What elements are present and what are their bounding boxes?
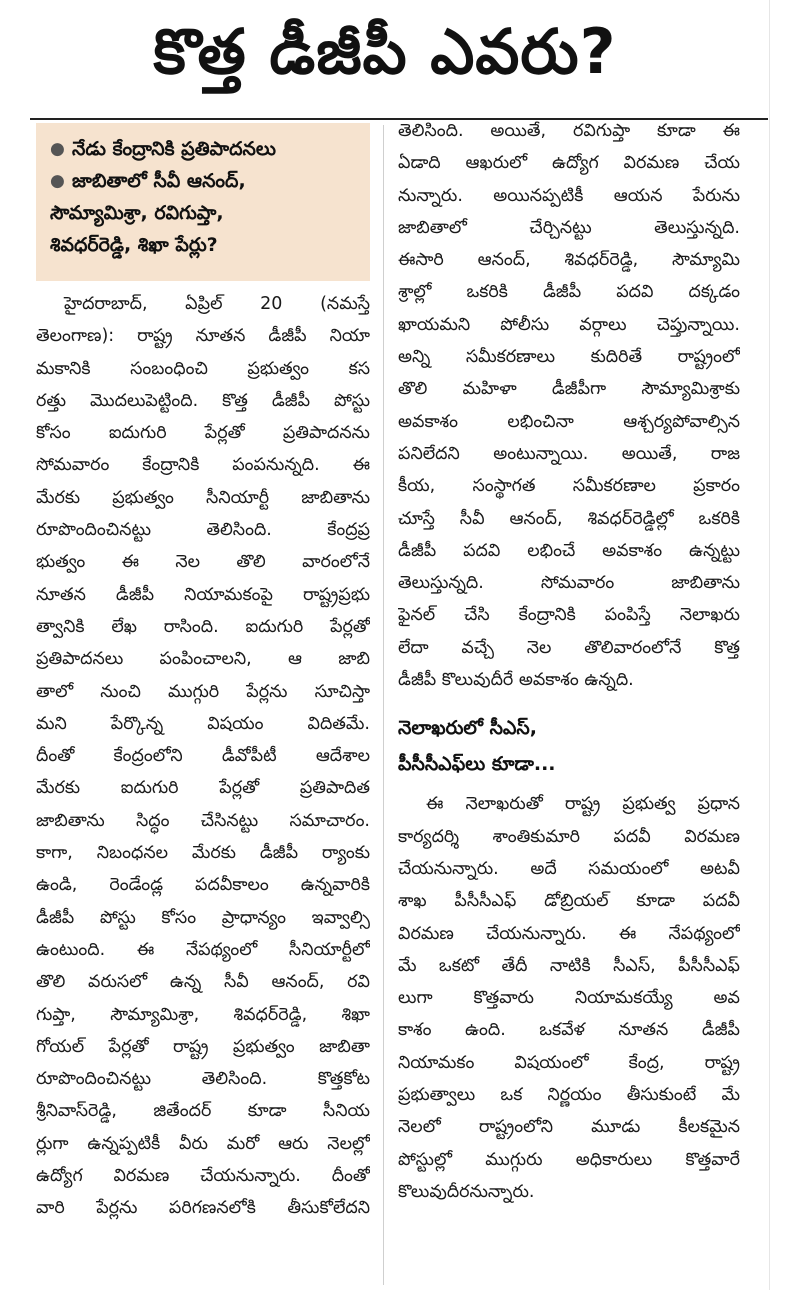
subheading-line: నెలాఖరులో సీఎస్, — [398, 717, 537, 740]
text-line: రూపొందించినట్టు తెలిసింది. కేంద్రప్ర — [36, 520, 370, 541]
text-line: డీజీపీ పదవి లభించే అవకాశం ఉన్నట్టు — [398, 540, 740, 561]
text-line: ఖాయమని పోలీసు వర్గాలు చెప్తున్నాయి. — [398, 314, 740, 335]
highlight-text: సౌమ్యామిశ్రా, రవిగుప్తా, — [50, 202, 224, 224]
text-line: డీజీపీ కొలువుదీరే అవకాశం ఉన్నది. — [398, 670, 634, 691]
text-line: మని పేర్కొన్న విషయం విదితమే. — [36, 713, 370, 734]
text-line: తెలుస్తున్నది. సోమవారం జాబితాను — [398, 573, 740, 594]
highlight-item-continued — [50, 229, 360, 261]
headline: కొత్త డీజీపీ ఎవరు? — [153, 15, 617, 88]
text-line: కాగా, నిబంధనల మేరకు డీజీపీ ర్యాంకు — [36, 843, 370, 864]
text-line: గోయల్ పేర్లతో రాష్ట్ర ప్రభుత్వం జాబితా — [36, 1036, 370, 1057]
text-line: శాఖ పీసీసీఎఫ్ డోబ్రియల్ కూడా పదవీ — [398, 891, 740, 912]
page-edge — [769, 0, 800, 1290]
text-line: ప్రతిపాదనలు పంపించాలని, ఆ జాబి — [36, 649, 370, 670]
text-line: నియామకం విషయంలో కేంద్ర, రాష్ట్ర — [398, 1052, 740, 1073]
text-line: డీజీపీ పోస్టు కోసం ప్రాధాన్యం ఇవ్వాల్సి — [36, 907, 370, 928]
text-line: ఈసారి ఆనంద్, శివధర్‌రెడ్డి, సౌమ్యామి — [398, 250, 740, 271]
highlight-item-continued — [50, 197, 360, 229]
column-2-body-top — [398, 115, 740, 696]
highlight-text: శివధర్‌రెడ్డి, శిఖా పేర్లు? — [50, 234, 218, 256]
text-line: అవకాశం లభించినా ఆశ్చర్యపోవాల్సిన — [398, 411, 740, 432]
text-line: నూతన డీజీపీ నియామకంపై రాష్ట్రప్రభు — [36, 584, 370, 605]
text-line: ర్లుగా ఉన్నప్పటికీ వీరు మరో ఆరు నెలల్లో — [36, 1133, 370, 1154]
text-line: శ్రీనివాస్‌రెడ్డి, జితేందర్ కూడా సీనియ — [36, 1101, 370, 1122]
text-line: జాబితాను సిద్ధం చేసినట్టు సమాచారం. — [36, 810, 370, 831]
text-line: హైదరాబాద్, ఏప్రిల్ 20 (నమస్తే — [64, 294, 370, 314]
column-divider — [383, 125, 384, 1285]
text-line: నెలలో రాష్ట్రంలోని మూడు కీలకమైన — [398, 1117, 740, 1138]
subheading-line: పీసీసీఎఫ్‌లు కూడా... — [398, 753, 556, 776]
highlight-item — [50, 165, 360, 197]
text-line: మే ఒకటో తేదీ నాటికి సీఎస్, పీసీసీఎఫ్ — [398, 955, 740, 976]
text-line: మేరకు ప్రభుత్వం సీనియార్టీ జాబితాను — [36, 487, 370, 508]
text-line: గుప్తా, సౌమ్యామిశ్రా, శివధర్‌రెడ్డి, శిఖా — [36, 1004, 370, 1025]
text-line: కార్యదర్శి శాంతికుమారి పదవీ విరమణ — [398, 826, 740, 847]
text-line: త్వానికి లేఖ రాసింది. ఐదుగురి పేర్లతో — [36, 616, 370, 637]
text-line: కాశం ఉంది. ఒకవేళ నూతన డీజీపీ — [398, 1020, 740, 1041]
text-line: తెలంగాణ): రాష్ట్ర నూతన డీజీపీ నియా — [36, 326, 370, 347]
text-line: కోసం ఐదుగురి పేర్లతో ప్రతిపాదనను — [36, 423, 370, 444]
text-line: చూస్తే సీవీ ఆనంద్, శివధర్‌రెడ్డిల్లో ఒకరికి — [398, 508, 740, 529]
text-line: మకానికి సంబంధించి ప్రభుత్వం కస — [36, 358, 370, 379]
text-line: దీంతో కేంద్రంలోని డీవోపీటీ ఆదేశాల — [36, 746, 370, 767]
text-line: ప్రభుత్వాలు ఒక నిర్ణయం తీసుకుంటే మే — [398, 1085, 740, 1106]
column-2-body-bottom — [398, 788, 740, 1208]
text-line: తెలిసింది. అయితే, రవిగుప్తా కూడా ఈ — [398, 121, 740, 141]
highlight-text: జాబితాలో సీవీ ఆనంద్, — [72, 170, 246, 192]
text-line: కీయ, సంస్థాగత సమీకరణాల ప్రకారం — [398, 476, 740, 497]
text-line: లుగా కొత్తవారు నియామకయ్యే అవ — [398, 988, 740, 1009]
text-line: నున్నారు. అయినప్పటికీ ఆయన పేరును — [398, 185, 740, 206]
text-line: ఉంటుంది. ఈ నేపథ్యంలో సీనియార్టీలో — [36, 939, 370, 960]
article-column-1 — [36, 288, 370, 1225]
highlight-item — [50, 133, 360, 165]
text-line: పనిలేదని అంటున్నాయి. అయితే, రాజ — [398, 443, 740, 464]
text-line: ఉండి, రెండేండ్ల పదవీకాలం ఉన్నవారికి — [36, 875, 370, 896]
text-line: జాబితాలో చేర్చినట్టు తెలుస్తున్నది. — [398, 217, 740, 238]
text-line: రూపొందించినట్టు తెలిసింది. కొత్తకోట — [36, 1069, 370, 1090]
text-line: చేయనున్నారు. అదే సమయంలో అటవీ — [398, 858, 740, 879]
text-line: ఫైనల్ చేసి కేంద్రానికి పంపిస్తే నెలాఖరు — [398, 605, 740, 626]
bullet-icon: ● — [50, 139, 65, 159]
text-line: రత్తు మొదలుపెట్టింది. కొత్త డీజీపీ పోస్టు — [36, 390, 370, 411]
text-line: మేరకు ఐదుగురి పేర్లతో ప్రతిపాదిత — [36, 778, 370, 799]
text-line: ఏడాది ఆఖరులో ఉద్యోగ విరమణ చేయ — [398, 153, 740, 174]
text-line: ఉద్యోగ విరమణ చేయనున్నారు. దీంతో — [36, 1166, 370, 1187]
text-line: అన్ని సమీకరణాలు కుదిరితే రాష్ట్రంలో — [398, 347, 740, 368]
text-line: విరమణ చేయనున్నారు. ఈ నేపథ్యంలో — [398, 923, 740, 944]
text-line: ఈ నెలాఖరుతో రాష్ట్ర ప్రభుత్వ ప్రధాన — [426, 794, 740, 815]
text-line: వారి పేర్లను పరిగణనలోకి తీసుకోలేదని — [36, 1198, 370, 1219]
text-line: లేదా వచ్చే నెల తొలివారంలోనే కొత్త — [398, 637, 740, 658]
highlight-text: నేడు కేంద్రానికి ప్రతిపాదనలు — [72, 138, 276, 160]
text-line: తొలి మహిళా డీజీపీగా సౌమ్యామిశ్రాకు — [398, 379, 740, 400]
text-line: సోమవారం కేంద్రానికి పంపనున్నది. ఈ — [36, 455, 370, 476]
article-column-2 — [398, 115, 740, 1208]
bullet-icon: ● — [50, 171, 65, 191]
text-line: భుత్వం ఈ నెల తొలి వారంలోనే — [36, 552, 370, 573]
subheading — [398, 710, 740, 782]
highlights-box — [36, 123, 370, 281]
text-line: శ్రాల్లో ఒకరికి డీజీపీ పదవి దక్కడం — [398, 282, 740, 303]
text-line: తాలో నుంచి ముగ్గురి పేర్లను సూచిస్తా — [36, 681, 370, 702]
text-line: కొలువుదీరనున్నారు. — [398, 1181, 535, 1202]
text-line: తొలి వరుసలో ఉన్న సీవీ ఆనంద్, రవి — [36, 972, 370, 993]
text-line: పోస్టుల్లో ముగ్గురు అధికారులు కొత్తవారే — [398, 1149, 740, 1170]
